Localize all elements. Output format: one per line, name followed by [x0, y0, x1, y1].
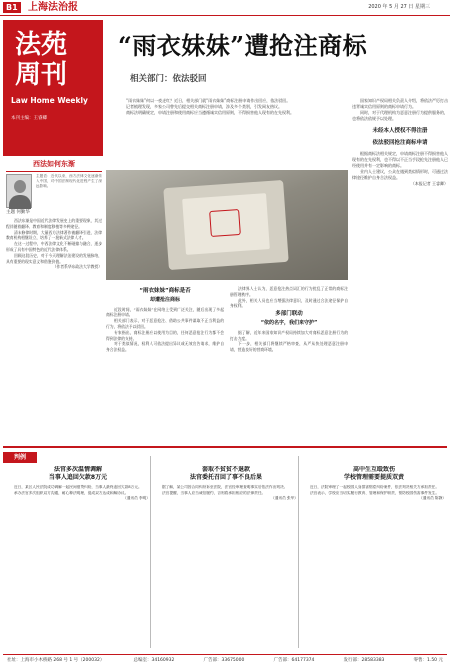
column-byline: 主题 何勤华 — [6, 210, 30, 215]
body-paragraph: 法律界人士认为，恶意抢注热点词汇的行为扰乱了正常的商标注册管理秩序。 — [230, 286, 348, 297]
section-tag: 判例 — [3, 452, 37, 463]
lead-right-column — [352, 98, 448, 187]
portrait-head — [14, 180, 26, 193]
lead-subhead: 相关部门：依法驳回 — [130, 74, 207, 84]
body-paragraph: 业内人士建议，公众在遇到类似情形时，可通过法律途径维护自身合法权益。 — [352, 168, 448, 180]
footer-price: 零售：1.50 元 — [413, 658, 443, 664]
masthead-subtitle: Law Home Weekly — [11, 96, 88, 105]
body-paragraph: 据了解，近年来国家知识产权局持续加大对商标恶意注册行为的打击力度。 — [230, 329, 348, 341]
body-paragraph: 法官提醒，当事人应当诚信履约，否则将承担相应的法律责任。 — [162, 490, 266, 495]
body-paragraph: 承办法官多次组织双方沟通，耐心释法明理，促成双方达成和解协议。 — [14, 490, 129, 495]
page-footer — [3, 654, 447, 666]
photo-seal-shape — [209, 209, 241, 237]
column-intro: 主题语：近代以来，西方法律文化逐渐传入中国，对中国法制现代化进程产生了深远影响。 — [36, 174, 102, 189]
lead-paragraph: “雨衣妹妹”何以一夜走红？近日，相关部门就“雨衣妹妹”商标注册申请作出回应，依法驳回。 — [126, 98, 291, 103]
lead-headline: “雨衣妹妹”遭抢注商标 — [118, 31, 368, 60]
article-credit: （作者系华东政法大学教授） — [52, 264, 102, 270]
lead-intro — [118, 98, 348, 164]
section-masthead — [3, 20, 103, 156]
lead-photo — [106, 170, 348, 280]
masthead-editor: 本刊主编：王睿卿 — [11, 116, 47, 122]
article-credit: （通讯员 张华） — [271, 496, 298, 501]
lead-paragraph: 商标法明确规定，申请注册和使用商标应当遵循诚实信用原则，不得损害他人现有的在先权利。 — [126, 110, 294, 116]
body-paragraph: 回顾这段历史，对于今天理解法治建设的发展脉络，具有重要的现实意义和借鉴价值。 — [6, 252, 102, 264]
case-story — [6, 466, 150, 646]
body-paragraph: 根据商标法相关规定，申请商标注册不得损害他人现有的在先权利，也不得以不正当手段抢先注册他人已经使用并有一定影响的商标。 — [352, 150, 448, 168]
section-divider — [3, 446, 447, 448]
column-body — [6, 218, 102, 440]
column-separator — [298, 456, 299, 648]
section-subheading: 未经本人授权不得注册 — [372, 128, 428, 135]
body-paragraph: 国家知识产权局相关负责人介绍，将依法严厉打击违背诚实信用原则的商标申请行为。 — [352, 98, 448, 110]
section-subheading: “雨衣妹妹”商标是否 — [139, 288, 191, 294]
body-paragraph: 近日，某区人民法院成功调解一起民间借贷纠纷，当事人最终追回欠款8万元。 — [14, 485, 142, 489]
article-credit: （通讯员 陈静） — [419, 496, 446, 501]
issue-date: 2020 年 5 月 27 日 星期三 — [368, 4, 430, 10]
body-paragraph: 近段时间，“雨衣妹妹”在网络上受到广泛关注，随后出现了多起商标注册申请。 — [106, 306, 224, 318]
body-paragraph: 在这一过程中，中西法律文化不断碰撞与融合，逐步形成了具有中国特色的近代法律体系。 — [6, 241, 102, 252]
footer-sale: 发行部：28583383 — [343, 658, 385, 664]
body-paragraph: 近日，法院审理了一起校园人身损害赔偿纠纷案件，依法判决相关方承担责任。 — [310, 485, 440, 489]
masthead-title-line1: 法苑 — [15, 30, 68, 60]
lead-paragraph: 记者梳理发现，多家公司曾先后提交相关商标注册申请，涉及多个类别，引发网友热议。 — [126, 104, 282, 110]
section-subheading: 多部门联动 — [275, 311, 303, 318]
body-paragraph: 清末修律时期，大量西方法律著作被翻译引进，法律教育机构相继设立，培养了一批新式法律人才。 — [6, 229, 102, 241]
page-number: B1 — [3, 2, 21, 13]
body-paragraph: 专家指出，商标注册应以使用为目的，任何恶意抢注行为都不会得到法律的支持。 — [106, 329, 224, 341]
case-title: 高中生互殴致伤 学校管理需要提质双责 — [343, 466, 404, 481]
masthead-title-line2: 周刊 — [15, 60, 68, 90]
body-paragraph: 相关部门表示，对于恶意抢注、借助公共事件谋取不正当利益的行为，将依法予以驳回。 — [106, 318, 224, 329]
section-subheading: “依的名字，我们来守护” — [260, 319, 318, 326]
case-story — [154, 466, 298, 646]
footer-ad: 广告部：33675000 — [203, 658, 245, 664]
footer-editor-office: 总编室：34160932 — [133, 658, 175, 664]
body-paragraph: 对于类似情况，权利人可依法提出异议或无效宣告请求，维护自身合法权益。 — [106, 341, 224, 353]
page-header — [0, 0, 450, 16]
body-paragraph: 下一步，相关部门将继续严格审查，从严从快处理恶意注册申请，营造良好的营商环境。 — [230, 341, 348, 353]
column-separator — [150, 456, 151, 648]
article-credit: （通讯员 李明） — [123, 496, 150, 501]
article-credit: （本报记者 王睿卿） — [410, 181, 448, 187]
section-subheading: 依法驳回抢注商标申请 — [372, 140, 428, 147]
section-subheading: 却遭抢注商标 — [149, 296, 180, 303]
case-story — [302, 466, 446, 646]
column-title: 西法如何东渐 — [6, 160, 102, 172]
footer-distribution: 广告部：64177374 — [273, 658, 315, 664]
case-title: 套取不贫贫不退款 法官委托召回了事不良后果 — [189, 466, 262, 481]
body-paragraph: 此外，相关人员也应当增强法律意识，及时通过合法途径保护自身权利。 — [230, 297, 348, 309]
footer-address: 社址：上海市小木桥路 268 号 1 号（200032） — [7, 658, 105, 664]
body-paragraph: 法官表示，学校应当切实履行教育、管理和保护职责，预防校园伤害事件发生。 — [310, 490, 440, 495]
author-portrait — [6, 174, 32, 208]
body-paragraph: 据了解，某公司因合同纠纷诉至法院，法官经审理查明事实后依法作出判决。 — [162, 485, 288, 489]
lead-body-left — [106, 286, 224, 440]
body-paragraph: 西法东渐是中国近代法律发展史上的重要现象，其过程伴随着翻译、教育和制度移植等多种途径。 — [6, 218, 102, 229]
lead-body-right — [230, 286, 348, 440]
portrait-body — [9, 195, 31, 209]
body-paragraph: 同时，对于代理机构为恶意注册行为提供服务的，也将依法依规予以处理。 — [352, 110, 448, 122]
case-title: 法官多次温情调解 当事人追回欠款8万元 — [48, 466, 108, 481]
newspaper-brand: 上海法治报 — [28, 2, 78, 13]
